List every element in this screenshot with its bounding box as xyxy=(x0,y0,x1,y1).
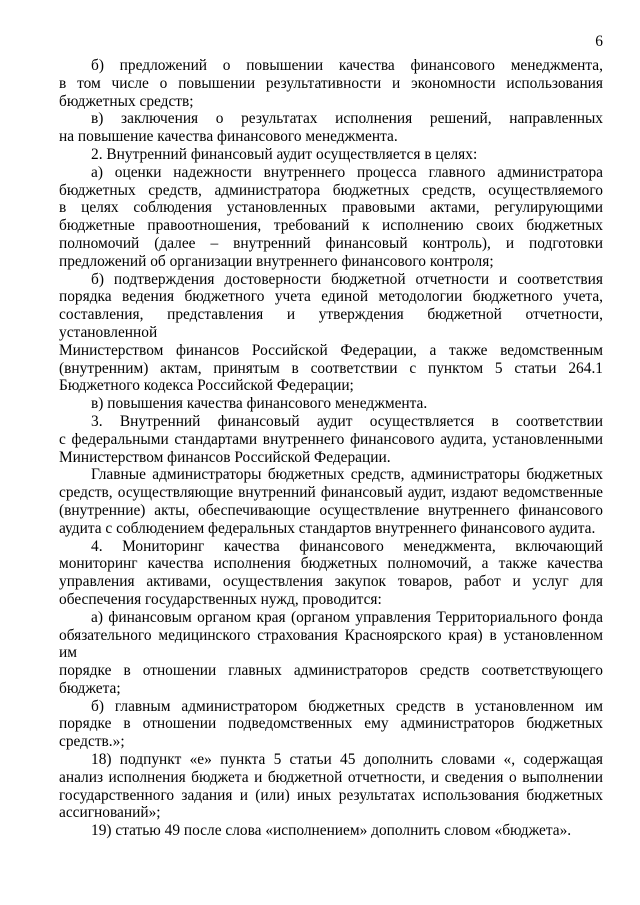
paragraph-line: бюджетные правоотношения, требований к исполнению своих бюджетных xyxy=(59,217,603,235)
paragraph-line: средств, осуществляющие внутренний финансовый аудит, издают ведомственные xyxy=(59,484,603,502)
document-body xyxy=(59,57,603,840)
paragraph-line: 2. Внутренний финансовый аудит осуществляется в целях: xyxy=(91,145,478,163)
paragraph-line: на повышение качества финансового менеджмента. xyxy=(59,128,398,146)
paragraph-line: мониторинг качества исполнения бюджетных полномочий, а также качества xyxy=(59,555,603,573)
paragraph-line: обязательного медицинского страхования Красноярского края) в установленном им xyxy=(59,626,603,662)
paragraph-line: анализ исполнения бюджета и бюджетной отчетности, и сведения о выполнении xyxy=(59,768,603,786)
paragraph-line: предложений об организации внутреннего финансового контроля; xyxy=(59,252,494,270)
paragraph-line: 19) статью 49 после слова «исполнением» дополнить словом «бюджета». xyxy=(91,822,572,840)
paragraph-line: порядка ведения бюджетного учета единой методологии бюджетного учета, xyxy=(59,288,603,306)
paragraph-line: 4. Мониторинг качества финансового менеджмента, включающий xyxy=(91,537,603,555)
paragraph-line: б) подтверждения достоверности бюджетной отчетности и соответствия xyxy=(91,270,603,288)
paragraph-line: аудита с соблюдением федеральных стандартов внутреннего финансового аудита. xyxy=(59,519,596,537)
paragraph-line: бюджетных средств, администратора бюджетных средств, осуществляемого xyxy=(59,181,603,199)
paragraph-line: средств.»; xyxy=(59,733,125,751)
paragraph-line: порядке в отношении главных администраторов средств соответствующего xyxy=(59,662,603,680)
paragraph-line: (внутренние) акты, обеспечивающие осуществление внутреннего финансового xyxy=(59,501,603,519)
paragraph-line: б) главным администратором бюджетных средств в установленном им xyxy=(91,697,603,715)
paragraph-line: составления, представления и утверждения бюджетной отчетности, установленной xyxy=(59,306,603,341)
paragraph-line: (внутренним) актам, принятым в соответствии с пунктом 5 статьи 264.1 xyxy=(59,359,603,377)
paragraph-line: в том числе о повышении результативности и экономности использования xyxy=(59,74,603,92)
paragraph-line: с федеральными стандартами внутреннего финансового аудита, установленными xyxy=(59,430,603,448)
paragraph-line: Бюджетного кодекса Российской Федерации; xyxy=(59,377,354,395)
paragraph-line: Главные администраторы бюджетных средств, администраторы бюджетных xyxy=(91,466,603,484)
paragraph-line: порядке в отношении подведомственных ему администраторов бюджетных xyxy=(59,715,603,733)
paragraph-line: бюджетных средств; xyxy=(59,92,194,110)
paragraph-line: 18) подпункт «е» пункта 5 статьи 45 дополнить словами «, содержащая xyxy=(91,751,603,769)
paragraph-line: б) предложений о повышении качества финансового менеджмента, xyxy=(91,57,603,74)
paragraph-line: управления активами, осуществления закупок товаров, работ и услуг для xyxy=(59,573,603,591)
paragraph-line: в) повышения качества финансового менеджмента. xyxy=(91,395,428,413)
paragraph-line: Министерством финансов Российской Федерации, а также ведомственным xyxy=(59,341,603,359)
paragraph-line: а) оценки надежности внутреннего процесса главного администратора xyxy=(91,163,603,181)
paragraph-line: ассигнований»; xyxy=(59,804,161,822)
paragraph-line: полномочий (далее – внутренний финансовый контроль), и подготовки xyxy=(59,234,603,252)
paragraph-line: 3. Внутренний финансовый аудит осуществляется в соответствии xyxy=(91,412,603,430)
page-number: 6 xyxy=(595,33,603,50)
paragraph-line: бюджета; xyxy=(59,679,121,697)
paragraph-line: в целях соблюдения установленных правовыми актами, регулирующими xyxy=(59,199,603,217)
paragraph-line: государственного задания и (или) иных результатах использования бюджетных xyxy=(59,786,603,804)
paragraph-line: в) заключения о результатах исполнения решений, направленных xyxy=(91,110,603,128)
paragraph-line: обеспечения государственных нужд, проводится: xyxy=(59,590,382,608)
paragraph-line: Министерством финансов Российской Федерации. xyxy=(59,448,391,466)
paragraph-line: а) финансовым органом края (органом управления Территориального фонда xyxy=(91,608,603,626)
